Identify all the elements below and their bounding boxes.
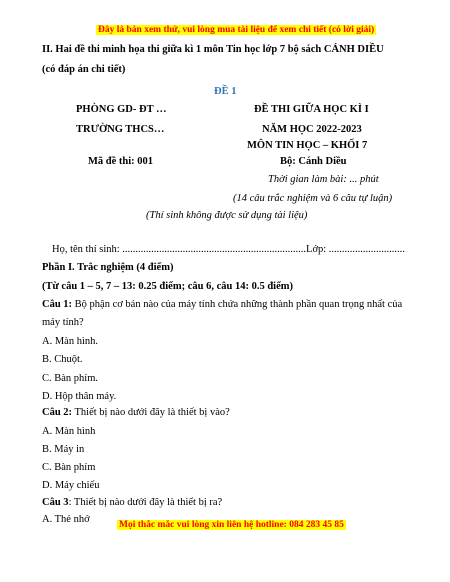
part1-scoring: (Từ câu 1 – 5, 7 – 13: 0.25 điểm; câu 6, câu 14: 0.5 điểm) bbox=[42, 281, 293, 292]
question-3 bbox=[42, 497, 222, 508]
answer-option: C. Bàn phím bbox=[42, 462, 96, 473]
question-composition: (14 câu trắc nghiệm và 6 câu tự luận) bbox=[233, 193, 393, 204]
question-label: Câu 2: bbox=[42, 407, 73, 418]
answer-option: A. Màn hình bbox=[42, 426, 96, 437]
question-text: Thiết bị nào dưới đây là thiết bị vào? bbox=[72, 407, 230, 418]
answer-option: B. Máy in bbox=[42, 444, 85, 455]
student-info-line: Họ, tên thí sinh: ......................................................................Lớp: ............................. bbox=[52, 244, 405, 255]
answer-option: B. Chuột. bbox=[42, 354, 83, 365]
answer-option: D. Máy chiếu bbox=[42, 480, 100, 491]
exam-note: (Thí sinh không được sử dụng tài liệu) bbox=[146, 210, 308, 221]
answer-option: D. Hộp thân máy. bbox=[42, 391, 117, 402]
question-text: Bộ phận cơ bản nào của máy tính chứa những thành phần quan trọng nhất của bbox=[72, 299, 403, 310]
answer-option: C. Bàn phím. bbox=[42, 373, 99, 384]
answer-option: A. Màn hình. bbox=[42, 336, 98, 347]
preview-notice-banner: Đây là bản xem thử, vui lòng mua tài liệu để xem chi tiết (có lời giải) bbox=[98, 25, 375, 35]
question-1 bbox=[42, 299, 402, 310]
exam-title: ĐỀ THI GIỮA HỌC KÌ I bbox=[254, 104, 369, 115]
section-title: II. Hai đề thi minh họa thi giữa kì 1 môn Tin học lớp 7 bộ sách CÁNH DIỀU bbox=[42, 44, 384, 55]
part1-title: Phần I. Trắc nghiệm (4 điểm) bbox=[42, 262, 174, 273]
answer-option: A. Thẻ nhớ bbox=[42, 514, 90, 525]
school-name: TRƯỜNG THCS… bbox=[76, 124, 165, 135]
question-text-continued: máy tính? bbox=[42, 317, 84, 328]
hotline-banner: Mọi thắc mắc vui lòng xin liên hệ hotline: 084 283 45 85 bbox=[119, 520, 344, 530]
question-label: Câu 3 bbox=[42, 497, 69, 508]
book-series: Bộ: Cánh Diều bbox=[280, 156, 347, 167]
question-label: Câu 1: bbox=[42, 299, 73, 310]
subject-grade: MÔN TIN HỌC – KHỐI 7 bbox=[247, 140, 368, 151]
school-year: NĂM HỌC 2022-2023 bbox=[262, 124, 362, 135]
question-text: : Thiết bị nào dưới đây là thiết bị ra? bbox=[68, 497, 223, 508]
exam-code: Mã đề thi: 001 bbox=[88, 156, 154, 167]
question-2 bbox=[42, 407, 230, 418]
exam-time: Thời gian làm bài: ... phút bbox=[268, 174, 379, 185]
exam-label: ĐỀ 1 bbox=[214, 86, 237, 97]
department-name: PHÒNG GD- ĐT … bbox=[76, 104, 167, 115]
section-title-subtitle: (có đáp án chi tiết) bbox=[42, 64, 126, 75]
